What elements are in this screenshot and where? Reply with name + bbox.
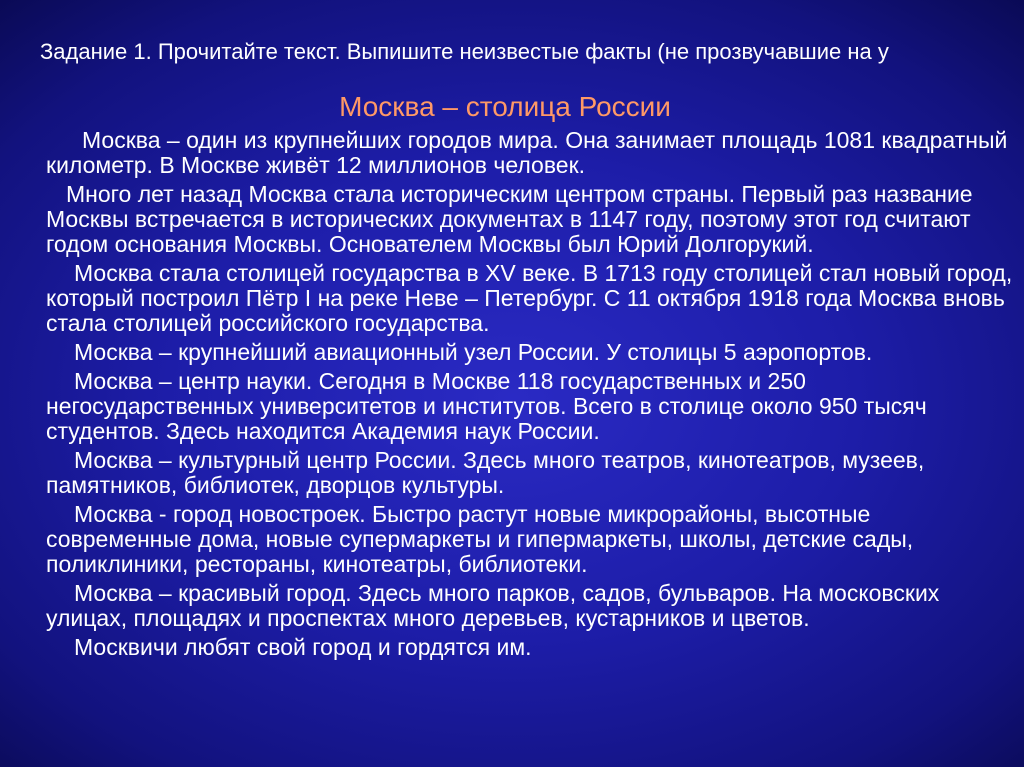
paragraph-muscovites-pride: Москвичи любят свой город и гордятся им.	[74, 634, 532, 660]
paragraph-science-center: Москва – центр науки. Сегодня в Москве 118 государственных и 250 негосударственных университетов и институтов. Всего в столице около 950 тысяч студентов. Здесь находится Академия наук России.	[46, 368, 927, 444]
paragraph-beautiful-city: Москва – красивый город. Здесь много парков, садов, бульваров. На московских улицах, площадях и проспектах много деревьев, кустарников и цветов.	[46, 580, 940, 631]
paragraph-new-construction: Москва - город новостроек. Быстро растут новые микрорайоны, высотные современные дома, новые супермаркеты и гипермаркеты, школы, детские сады, поликлиники, рестораны, кинотеатры, библиотеки.	[46, 501, 914, 577]
paragraph-aviation-hub: Москва – крупнейший авиационный узел России. У столицы 5 аэропортов.	[74, 339, 873, 365]
paragraph-capital-status: Москва стала столицей государства в XV веке. В 1713 году столицей стал новый город, который построил Пётр I на реке Неве – Петербург. С 11 октября 1918 года Москва вновь стала столицей российского государства.	[46, 260, 1013, 336]
slide-title: Москва – столица России	[339, 91, 671, 122]
paragraph-area-population: Москва – один из крупнейших городов мира. Она занимает площадь 1081 квадратный километр. В Москве живёт 12 миллионов человек.	[46, 127, 1008, 178]
paragraph-cultural-center: Москва – культурный центр России. Здесь много театров, кинотеатров, музеев, памятников, библиотек, дворцов культуры.	[46, 447, 925, 498]
slide-body-text	[46, 128, 1018, 664]
paragraph-history-founding: Много лет назад Москва стала историческим центром страны. Первый раз название Москвы встречается в исторических документах в 1147 году, поэтому этот год считают годом основания Москвы. Основателем Москвы был Юрий Долгорукий.	[46, 181, 973, 257]
task-instruction: Задание 1. Прочитайте текст. Выпишите неизвестые факты (не прозвучавшие на у	[40, 39, 889, 64]
